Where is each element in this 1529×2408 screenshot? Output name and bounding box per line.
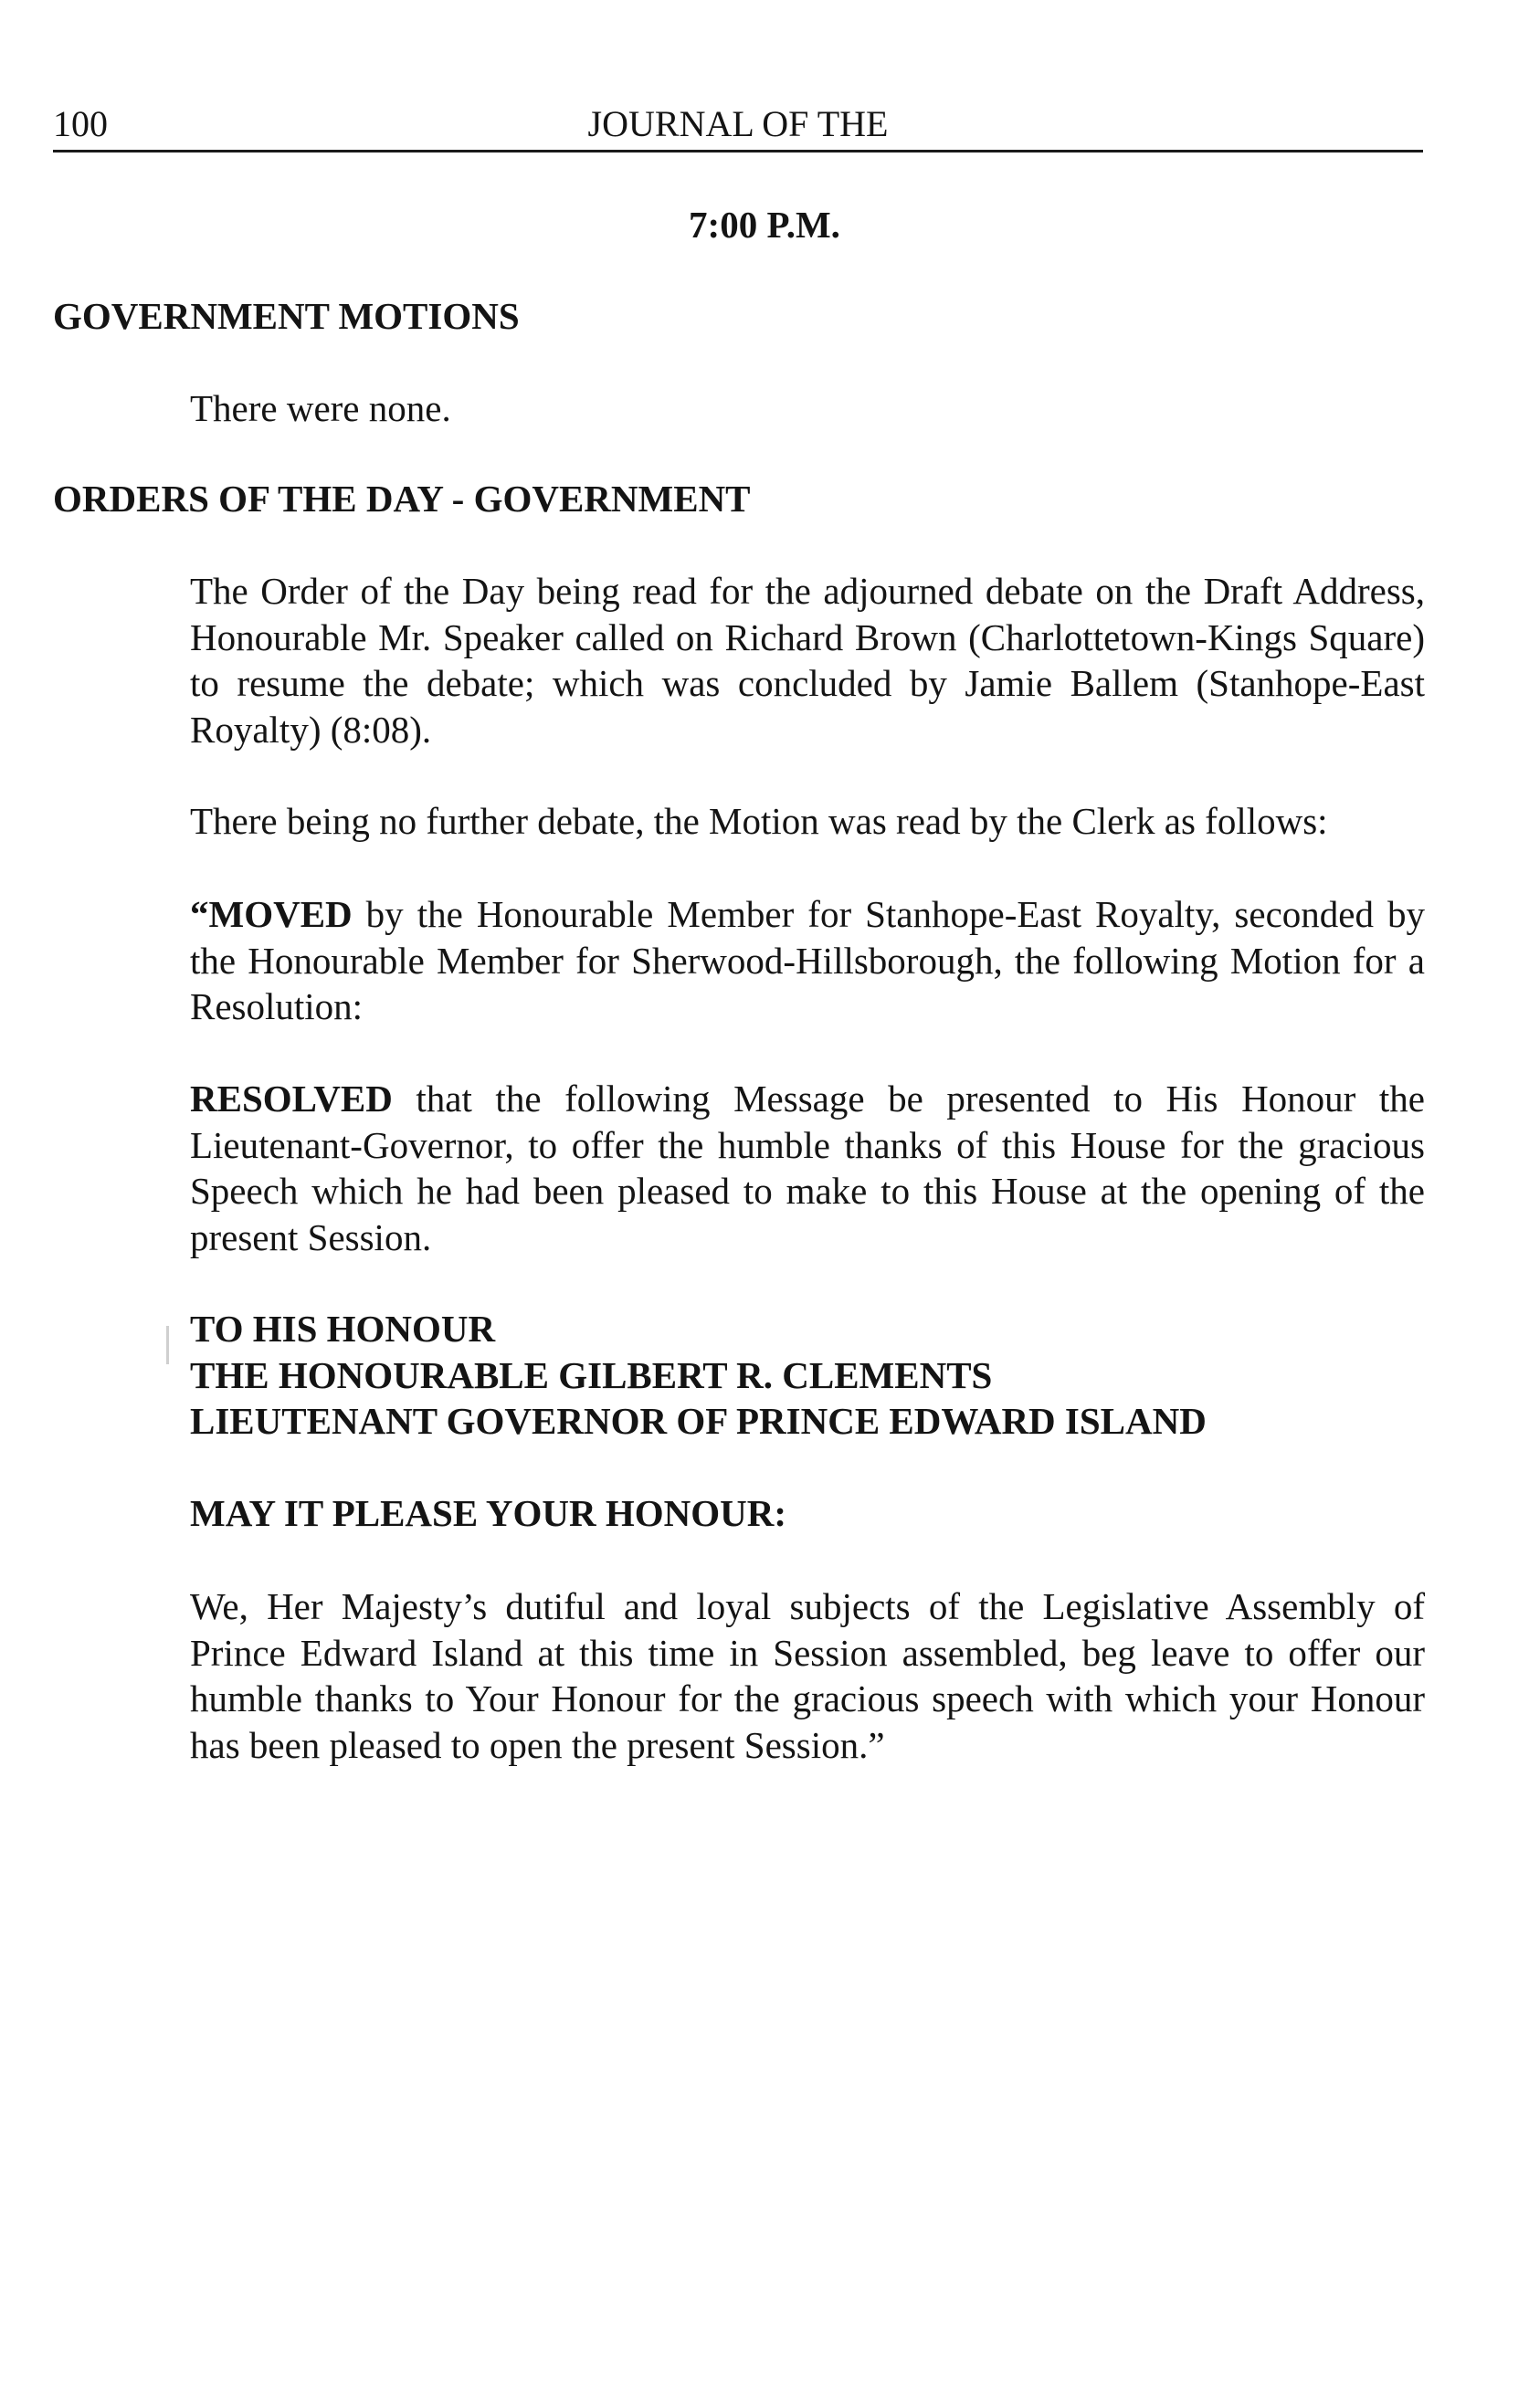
running-head: JOURNAL OF THE xyxy=(587,103,889,144)
motion-moved-paragraph xyxy=(190,891,1425,1030)
address-line-2: THE HONOURABLE GILBERT R. CLEMENTS xyxy=(190,1353,993,1396)
resolved-lead: RESOLVED xyxy=(190,1078,393,1120)
salutation: MAY IT PLEASE YOUR HONOUR: xyxy=(190,1492,787,1534)
address-line-3: LIEUTENANT GOVERNOR OF PRINCE EDWARD ISLAND xyxy=(190,1400,1207,1442)
address-line-1: TO HIS HONOUR xyxy=(190,1308,496,1350)
government-motions-text: There were none. xyxy=(190,387,451,429)
government-motions-heading: GOVERNMENT MOTIONS xyxy=(53,295,520,337)
page-number: 100 xyxy=(53,103,108,144)
page-header xyxy=(53,99,1423,152)
orders-of-the-day-heading: ORDERS OF THE DAY - GOVERNMENT xyxy=(53,478,751,520)
orders-paragraph-debate: The Order of the Day being read for the adjourned debate on the Draft Address, Honourable Mr. Speaker called on Richard Brown (Charlottetown-Kings Square) to resume the debate; which was concluded by Jamie Ballem (Stanhope-East Royalty) (8:08). xyxy=(190,570,1425,751)
moved-lead: “MOVED xyxy=(190,893,353,935)
address-body: We, Her Majesty’s dutiful and loyal subjects of the Legislative Assembly of Prince Edward Island at this time in Session assembled, beg leave to offer our humble thanks to Your Honour for the gracious speech with which your Honour has been pleased to open the present Session.” xyxy=(190,1585,1425,1766)
orders-paragraph-clerk: There being no further debate, the Motion was read by the Clerk as follows: xyxy=(190,800,1328,842)
resolved-text: that the following Message be presented to His Honour the Lieutenant-Governor, to offer the humble thanks of this House for the gracious Speech which he had been pleased to make to this House at the opening of the present Session. xyxy=(190,1078,1425,1258)
address-block xyxy=(190,1306,1425,1445)
scan-mark xyxy=(166,1326,169,1364)
motion-resolved-paragraph xyxy=(190,1076,1425,1260)
session-time: 7:00 P.M. xyxy=(689,204,840,246)
moved-text: by the Honourable Member for Stanhope-East Royalty, seconded by the Honourable Member for Sherwood-Hillsborough, the following Motion for a Resolution: xyxy=(190,893,1425,1027)
